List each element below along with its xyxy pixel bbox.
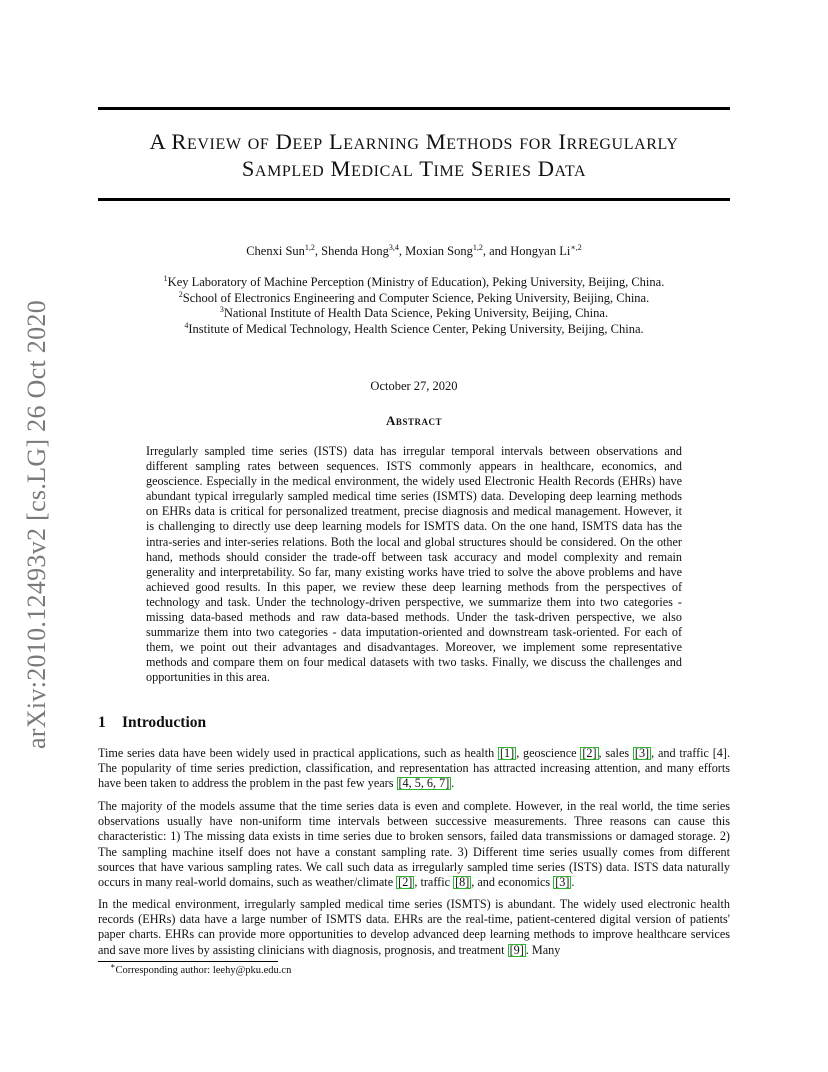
section-heading xyxy=(98,714,206,732)
citation-link[interactable]: [3] xyxy=(555,875,570,890)
citation-link[interactable]: [2] xyxy=(398,875,413,890)
publication-date: October 27, 2020 xyxy=(370,379,458,393)
intro-paragraph-3 xyxy=(98,897,730,958)
author: Hongyan Li xyxy=(510,244,571,258)
author: Moxian Song xyxy=(405,244,473,258)
footnote xyxy=(110,961,292,976)
author: Shenda Hong xyxy=(321,244,389,258)
paragraph-text: , sales xyxy=(598,746,633,760)
affiliation-mark: 1 xyxy=(163,273,168,283)
title-line-1: A Review of Deep Learning Methods for Irregularly xyxy=(149,129,679,154)
section-title: Introduction xyxy=(122,714,207,731)
citation-link[interactable]: [1] xyxy=(499,746,515,760)
affiliation-text: School of Electronics Engineering and Computer Science, Peking University, Beijing, China. xyxy=(182,290,650,305)
abstract-text: Irregularly sampled time series (ISTS) data has irregular temporal intervals between observations and different sampling rates between sequences. ISTS commonly appears in healthcare, economics, and geoscience. Especially in the medical environment, the widely used Electronic Health Records (EHRs) have abundant typical irregularly sampled medical time series (ISMTS) data. Developing deep learning methods on EHRs data is critical for personalized treatment, precise diagnosis and medical management. However, it is challenging to directly use deep learning models for ISMTS data. On the one hand, ISMTS data has the intra-series and inter-series relations. Both the local and global structures should be considered. On the other hand, methods should consider the trade-off between task accuracy and model complexity and remain generality and interpretability. So far, many existing works have tried to solve the above problems and have achieved good results. In this paper, we review these deep learning methods from the perspectives of technology and task. Under the technology-driven perspective, we summarize them into two categories - missing data-based methods and raw data-based methods. Under the task-driven perspective, we also summarize them into two categories - data imputation-oriented and downstream task-oriented. For each of them, we point out their advantages and disadvantages. Moreover, we implement some representative methods and compare them on four medical datasets with two tasks. Finally, we discuss the challenges and opportunities in this area. xyxy=(146,444,682,685)
author-list xyxy=(98,244,730,259)
affiliation xyxy=(98,306,730,322)
author-affil-mark: ∗,2 xyxy=(570,242,582,252)
author: Chenxi Sun xyxy=(246,244,305,258)
affiliation-mark: 4 xyxy=(184,320,189,330)
citation-link[interactable]: [4, 5, 6, 7] xyxy=(398,776,450,791)
paragraph-text: The majority of the models assume that the time series data is even and complete. However, in the real world, the time series observations usually have non-uniform time intervals between successive measurements. Three reasons can cause this characteristic: 1) The missing data exists in time series due to broken sensors, failed data transmissions or damaged storage. 2) The sampling machine itself does not have a constant sampling rate. 3) Different time series usually comes from different sources that have various sampling rates. We call such data as irregularly sampled time series (ISTS) data. ISTS data naturally occurs in many real-world domains, such as weather/climate xyxy=(98,799,730,890)
paragraph-text: , and traffic [4]. The popularity of time series prediction, classification, and representation has attracted increasing attention, and many efforts have been taken to address the problem in the past few years xyxy=(98,746,730,791)
affiliation-list xyxy=(98,275,730,337)
citation-link[interactable]: [9] xyxy=(509,942,524,957)
author-separator: , xyxy=(398,244,406,258)
footnote-mark: ∗ xyxy=(110,961,116,971)
affiliation-mark: 2 xyxy=(178,289,183,299)
citation-link[interactable]: [2] xyxy=(582,746,597,760)
paragraph-text: Time series data have been widely used in practical applications, such as health xyxy=(98,746,498,760)
title-line-2: Sampled Medical Time Series Data xyxy=(241,156,587,181)
title-rule-top xyxy=(98,107,730,110)
affiliation xyxy=(98,275,730,291)
paragraph-text: . xyxy=(451,776,455,791)
abstract-heading: Abstract xyxy=(386,413,442,428)
paragraph-text: , geoscience xyxy=(516,746,581,760)
intro-paragraph-1 xyxy=(98,746,730,792)
paragraph-text: In the medical environment, irregularly sampled medical time series (ISMTS) is abundant. The widely used electronic health records (EHRs) data have a large number of ISMTS data. EHRs are the real-time, patient-centered digital version of patients' paper charts. EHRs can provide more opportunities to develop advanced deep learning methods to improve healthcare services and save more lives by assisting clinicians with diagnosis, prognosis, and treatment xyxy=(98,897,730,957)
affiliation xyxy=(98,322,730,338)
footnote-rule xyxy=(98,961,278,962)
author-affil-mark: 1,2 xyxy=(304,242,315,252)
paragraph-text: . xyxy=(571,875,575,890)
affiliation-text: Key Laboratory of Machine Perception (Ministry of Education), Peking University, Beijing, China. xyxy=(167,275,665,289)
paper-title xyxy=(98,128,730,182)
arxiv-identifier: arXiv:2010.12493v2 [cs.LG] 26 Oct 2020 xyxy=(22,300,51,750)
author-affil-mark: 1,2 xyxy=(472,242,483,252)
author-separator: , xyxy=(314,244,322,258)
title-rule-bottom xyxy=(98,198,730,201)
paragraph-text: , and economics xyxy=(471,875,554,890)
footnote-text: Corresponding author: leehy@pku.edu.cn xyxy=(115,965,292,976)
affiliation xyxy=(98,291,730,307)
author-separator: , and xyxy=(482,244,511,258)
paragraph-text: , traffic xyxy=(414,875,454,890)
section-number: 1 xyxy=(98,714,106,731)
citation-link[interactable]: [3] xyxy=(634,746,650,760)
intro-paragraph-2 xyxy=(98,799,730,890)
affiliation-text: National Institute of Health Data Science, Peking University, Beijing, China. xyxy=(223,306,609,320)
affiliation-text: Institute of Medical Technology, Health Science Center, Peking University, Beijing, China. xyxy=(188,321,644,336)
author-affil-mark: 3,4 xyxy=(388,242,399,252)
citation-link[interactable]: [8] xyxy=(455,875,470,890)
affiliation-mark: 3 xyxy=(219,304,224,314)
paragraph-text: . Many xyxy=(525,942,561,957)
